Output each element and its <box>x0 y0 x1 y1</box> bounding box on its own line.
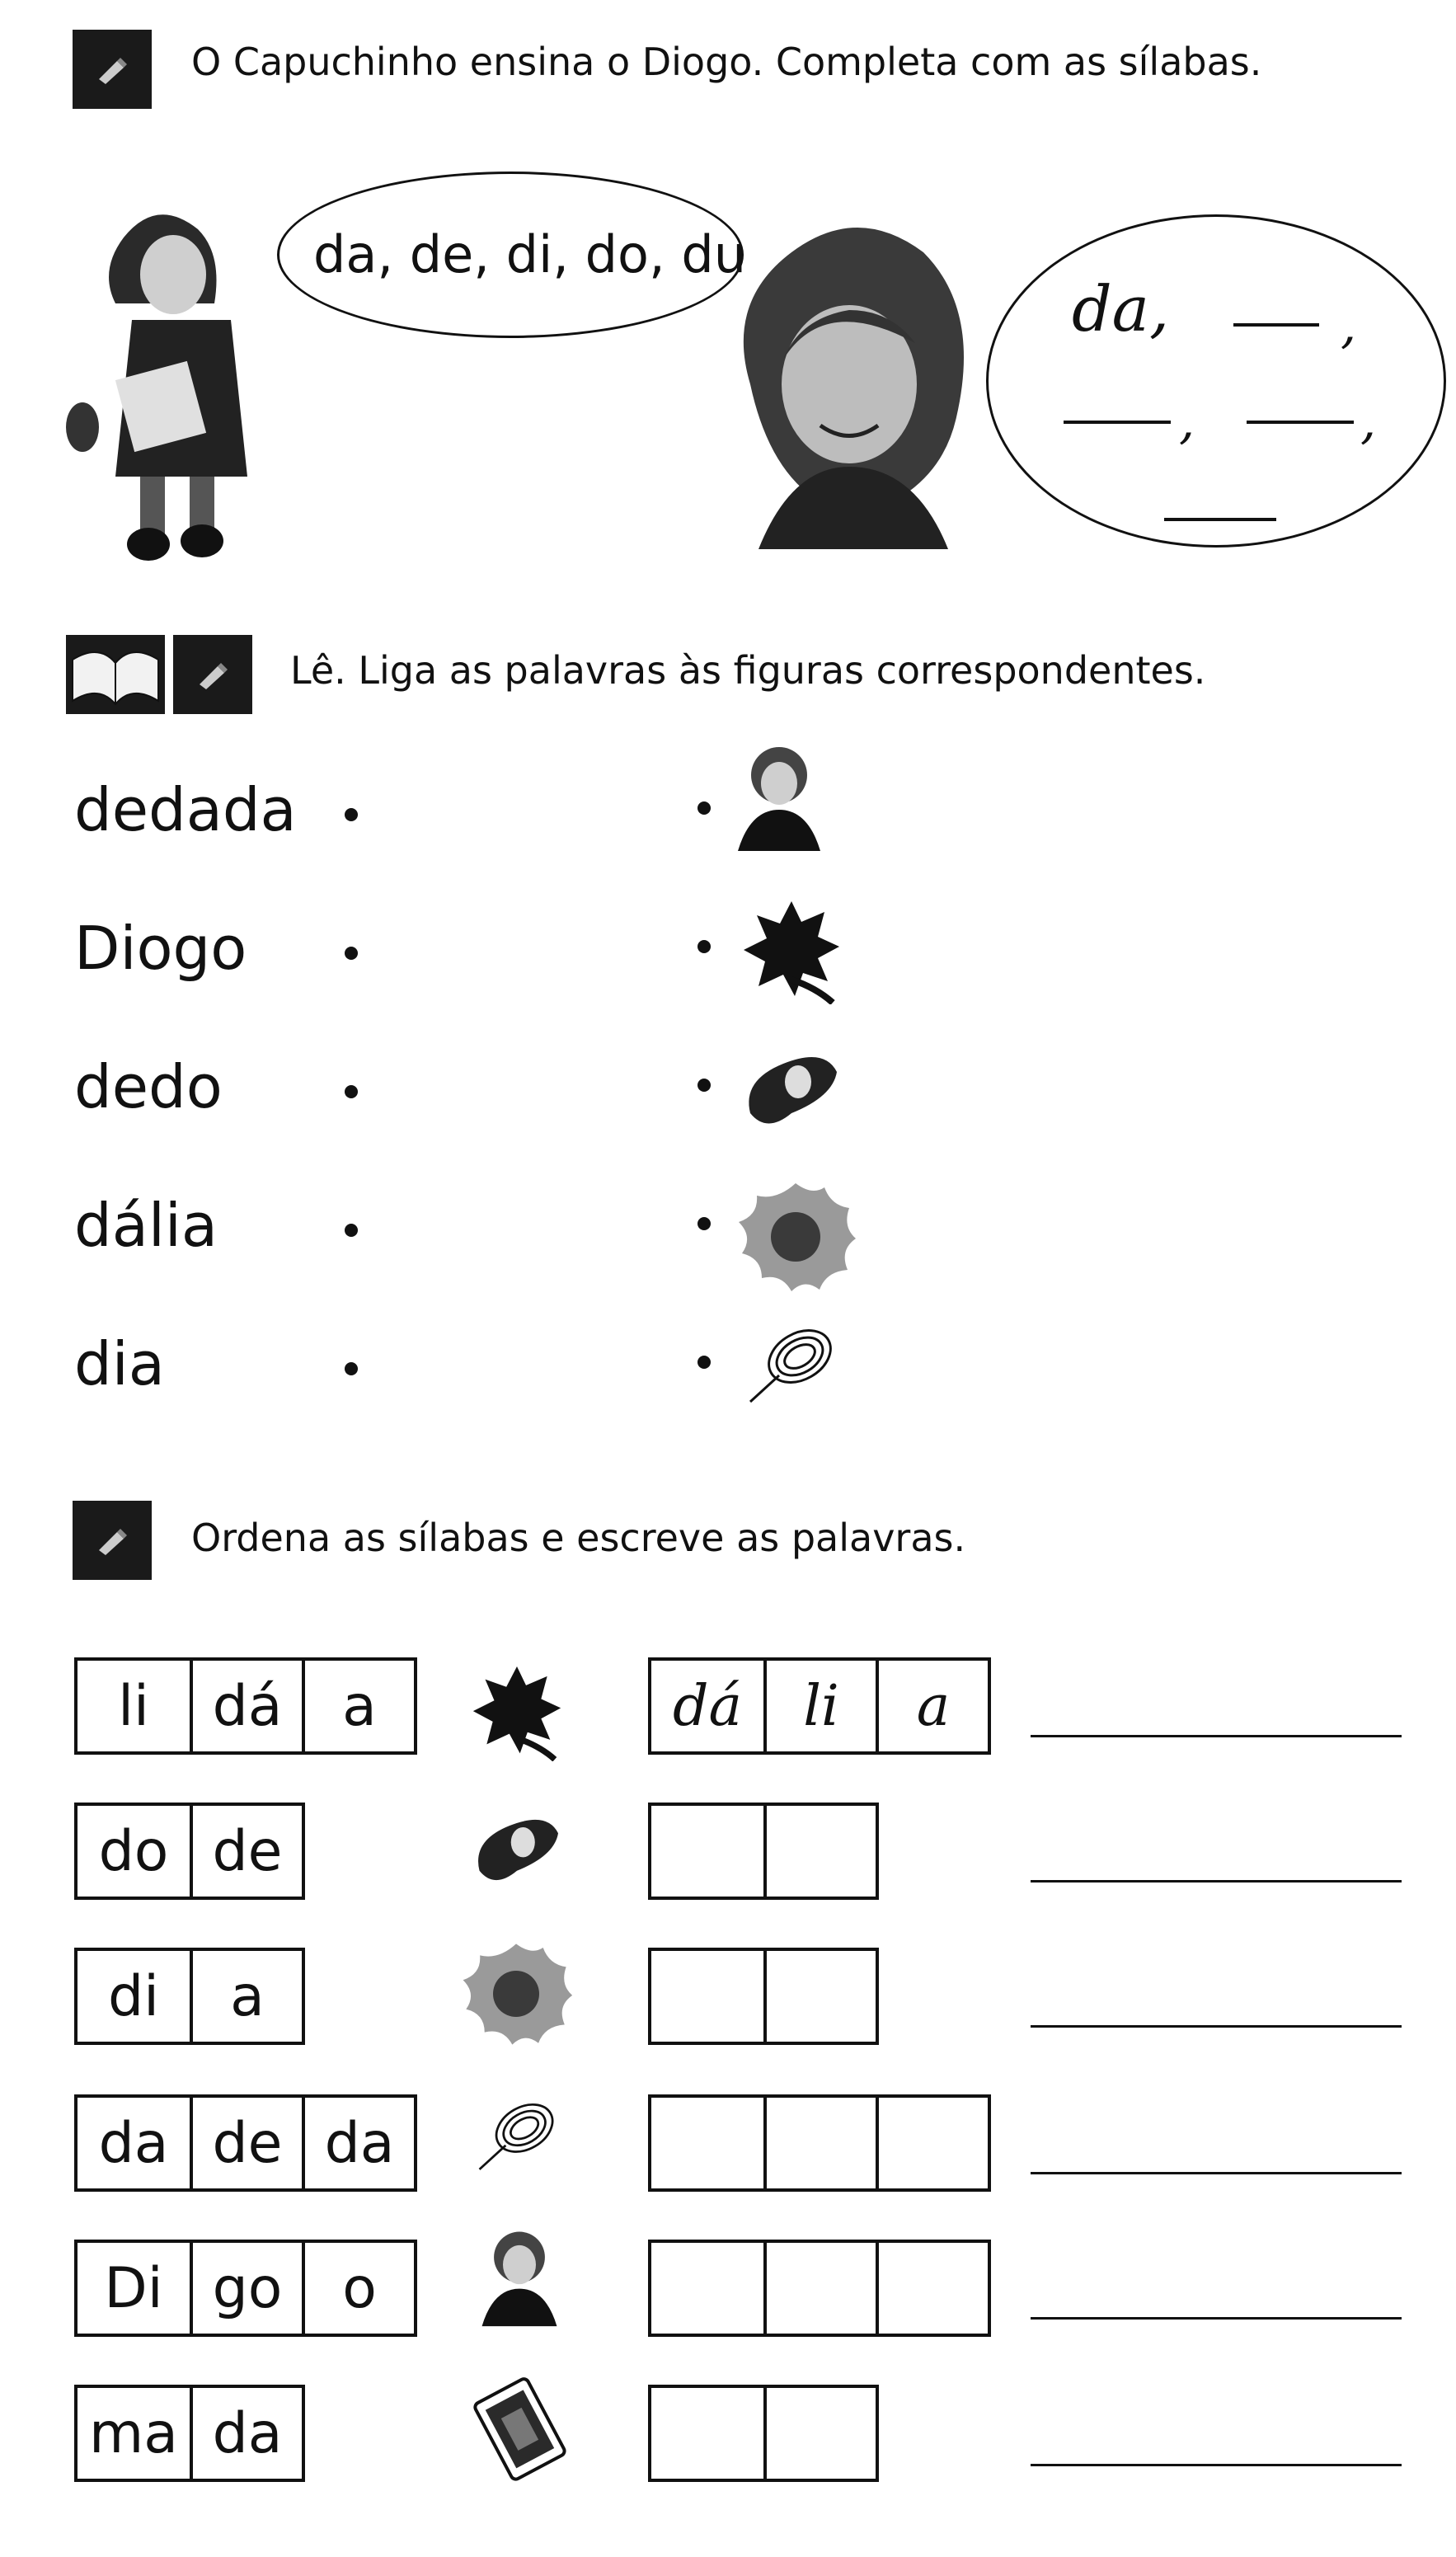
blank-line <box>1233 323 1319 327</box>
answer-cell[interactable] <box>876 2098 988 2188</box>
playing-card-icon <box>472 2375 567 2482</box>
answer-line[interactable] <box>1031 2025 1402 2028</box>
answer-cell[interactable]: a <box>876 1661 988 1751</box>
answer-boxes <box>648 1948 879 2045</box>
pencil-icon <box>173 635 252 714</box>
blank-line <box>1064 421 1171 424</box>
answer-cell[interactable] <box>763 1806 876 1897</box>
pencil-icon <box>73 30 152 109</box>
finger-icon <box>472 1811 562 1893</box>
comma: , <box>1360 392 1377 450</box>
syllable-cell: da <box>302 2098 414 2188</box>
syllable-boxes <box>74 2094 417 2192</box>
dahlia-silhouette-icon <box>472 1662 562 1761</box>
answer-cell[interactable] <box>651 1951 763 2042</box>
answer-boxes <box>648 1803 879 1900</box>
comma: , <box>1179 392 1195 450</box>
instruction-1: O Capuchinho ensina o Diogo. Completa com as sílabas. <box>191 40 1262 84</box>
answer-cell[interactable] <box>651 1806 763 1897</box>
answer-cell[interactable] <box>876 2243 988 2334</box>
boy-icon <box>478 2226 561 2329</box>
book-icon <box>66 635 165 714</box>
syllable-cell: de <box>190 1806 302 1897</box>
sunflower-icon <box>458 1939 574 2048</box>
answer-line[interactable] <box>1031 2172 1402 2174</box>
syllable-cell: ma <box>89 2400 178 2466</box>
answer-cell[interactable] <box>763 2243 876 2334</box>
blank-line <box>1164 518 1276 521</box>
fingerprint-icon <box>472 2094 562 2177</box>
answer-cell[interactable] <box>651 2388 763 2479</box>
instruction-3: Ordena as sílabas e escreve as palavras. <box>191 1516 966 1560</box>
answer-boxes <box>648 2385 879 2482</box>
capuchinho-figure <box>66 204 256 567</box>
answer-line[interactable] <box>1031 2464 1402 2466</box>
answer-boxes <box>648 2094 991 2192</box>
word-dot[interactable] <box>345 808 358 821</box>
syllable-boxes <box>74 1803 305 1900</box>
word-dot[interactable] <box>345 1362 358 1375</box>
word-diogo: Diogo <box>74 914 247 983</box>
pencil-icon <box>73 1501 152 1580</box>
syllable-cell: a <box>302 1661 414 1751</box>
word-dot[interactable] <box>345 1224 358 1237</box>
figure-dot[interactable] <box>697 940 711 953</box>
figure-dot[interactable] <box>697 1356 711 1369</box>
answer-cell[interactable]: li <box>763 1661 876 1751</box>
answer-line[interactable] <box>1031 1735 1402 1737</box>
syllable-cell: de <box>190 2098 302 2188</box>
syllable-cell: a <box>190 1951 302 2042</box>
dahlia-silhouette-icon <box>742 897 841 1004</box>
word-dedada: dedada <box>74 775 297 844</box>
syllable-cell: da <box>190 2388 302 2479</box>
syllable-cell: da <box>98 2110 169 2176</box>
blank-line <box>1247 421 1354 424</box>
answer-line[interactable] <box>1031 2317 1402 2320</box>
fingerprint-icon <box>742 1319 841 1410</box>
syllable-cell: li <box>118 1673 149 1739</box>
word-dia: dia <box>74 1329 165 1398</box>
syllable-boxes <box>74 2385 305 2482</box>
instruction-2: Lê. Liga as palavras às figuras correspondentes. <box>290 648 1206 693</box>
syllable-cell: Di <box>104 2255 163 2321</box>
capuchinho-bubble-text: da, de, di, do, du <box>313 224 747 284</box>
syllable-boxes <box>74 1657 417 1755</box>
answer-cell[interactable]: dá <box>672 1673 743 1739</box>
sunflower-icon <box>734 1179 857 1295</box>
word-dot[interactable] <box>345 1085 358 1098</box>
comma: , <box>1341 297 1357 355</box>
syllable-boxes <box>74 1948 305 2045</box>
answer-boxes <box>648 2240 991 2337</box>
syllable-cell: o <box>302 2243 414 2334</box>
diogo-figure <box>726 219 981 549</box>
word-dedo: dedo <box>74 1052 223 1121</box>
diogo-speech-bubble <box>986 214 1446 548</box>
answer-cell[interactable] <box>763 2388 876 2479</box>
boy-icon <box>734 744 824 851</box>
diogo-bubble-first: da, <box>1072 272 1170 345</box>
syllable-cell: do <box>98 1818 169 1884</box>
syllable-cell: di <box>107 1963 160 2029</box>
answer-line[interactable] <box>1031 1880 1402 1882</box>
answer-cell[interactable] <box>763 2098 876 2188</box>
syllable-cell: go <box>190 2243 302 2334</box>
finger-icon <box>742 1047 841 1138</box>
answer-cell[interactable] <box>763 1951 876 2042</box>
syllable-boxes <box>74 2240 417 2337</box>
figure-dot[interactable] <box>697 801 711 815</box>
figure-dot[interactable] <box>697 1217 711 1230</box>
answer-cell[interactable] <box>651 2098 763 2188</box>
syllable-cell: dá <box>190 1661 302 1751</box>
word-dot[interactable] <box>345 947 358 960</box>
figure-dot[interactable] <box>697 1079 711 1092</box>
answer-boxes <box>648 1657 991 1755</box>
word-dalia: dália <box>74 1191 218 1260</box>
answer-cell[interactable] <box>651 2243 763 2334</box>
